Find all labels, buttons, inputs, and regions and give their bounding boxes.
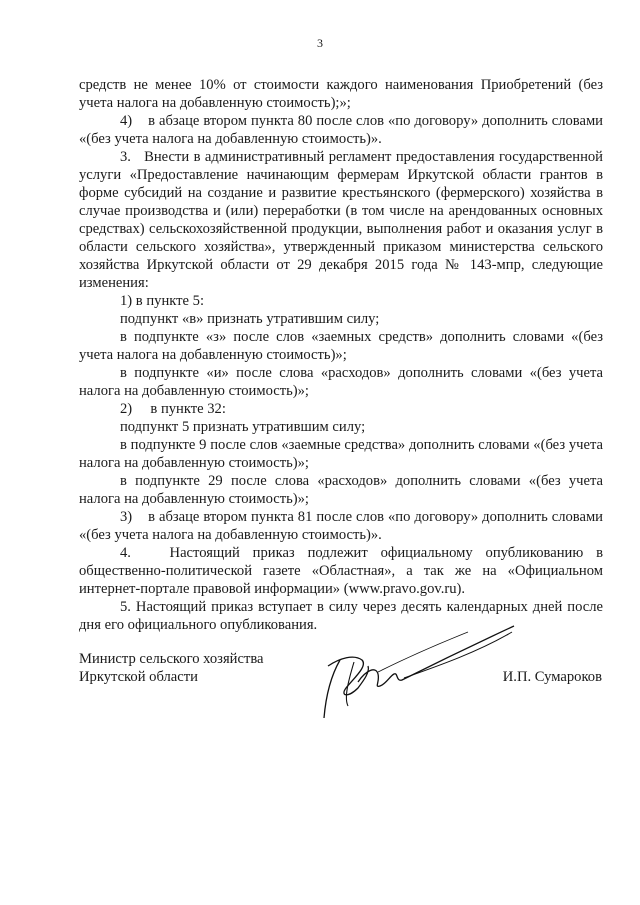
- paragraph-section-5: 5. Настоящий приказ вступает в силу через десять календарных дней после дня его официального опубликования.: [79, 599, 603, 633]
- paragraph-subitem: в подпункте «з» после слов «заемных средств» дополнить словами «(без учета налога на добавленную стоимость)»;: [79, 329, 603, 363]
- paragraph-item-2: 2) в пункте 32:: [120, 401, 226, 417]
- signer-name: И.П. Сумароков: [502, 669, 602, 685]
- position-line-2: Иркутской области: [79, 669, 198, 685]
- document-body: [79, 76, 603, 634]
- paragraph-subitem: в подпункте 29 после слова «расходов» дополнить словами «(без учета налога на добавленную стоимость)»;: [79, 473, 603, 507]
- position-line-1: Министр сельского хозяйства: [79, 651, 264, 667]
- paragraph-section-3: 3. Внести в административный регламент предоставления государственной услуги «Предоставление начинающим фермерам Иркутской области грантов в форме субсидий на создание и развитие крестьянского (фермерского) хозяйства в случае производства и (или) переработки (в том числе на арендованных основных средствах) сельскохозяйственной продукции, выполнения работ и оказания услуг в области сельского хозяйства», утвержденный приказом министерства сельского хозяйства Иркутской области от 29 декабря 2015 года № 143-мпр, следующие изменения:: [79, 149, 603, 291]
- paragraph-subitem: подпункт 5 признать утратившим силу;: [120, 419, 366, 435]
- paragraph-item-1: 1) в пункте 5:: [120, 293, 205, 309]
- signature-position: [79, 650, 264, 686]
- paragraph-item-4: 4) в абзаце втором пункта 80 после слов «по договору» дополнить словами «(без учета налога на добавленную стоимость)».: [79, 113, 603, 147]
- paragraph-section-4: 4. Настоящий приказ подлежит официальному опубликованию в общественно-политической газете «Областная», а так же на «Официальном интернет-портале правовой информации» (www.pravo.gov.ru).: [79, 545, 603, 597]
- paragraph-subitem: в подпункте «и» после слова «расходов» дополнить словами «(без учета налога на добавленную стоимость)»;: [79, 365, 603, 399]
- page-number: 3: [317, 36, 323, 50]
- handwritten-signature: [318, 622, 518, 722]
- paragraph-subitem: в подпункте 9 после слов «заемные средства» дополнить словами «(без учета налога на добавленную стоимость)»;: [79, 437, 603, 471]
- paragraph-continuation: средств не менее 10% от стоимости каждого наименования Приобретений (без учета налога на добавленную стоимость);»;: [79, 77, 603, 111]
- paragraph-subitem: подпункт «в» признать утратившим силу;: [120, 311, 380, 327]
- paragraph-item-3: 3) в абзаце втором пункта 81 после слов «по договору» дополнить словами «(без учета налога на добавленную стоимость)».: [79, 509, 603, 543]
